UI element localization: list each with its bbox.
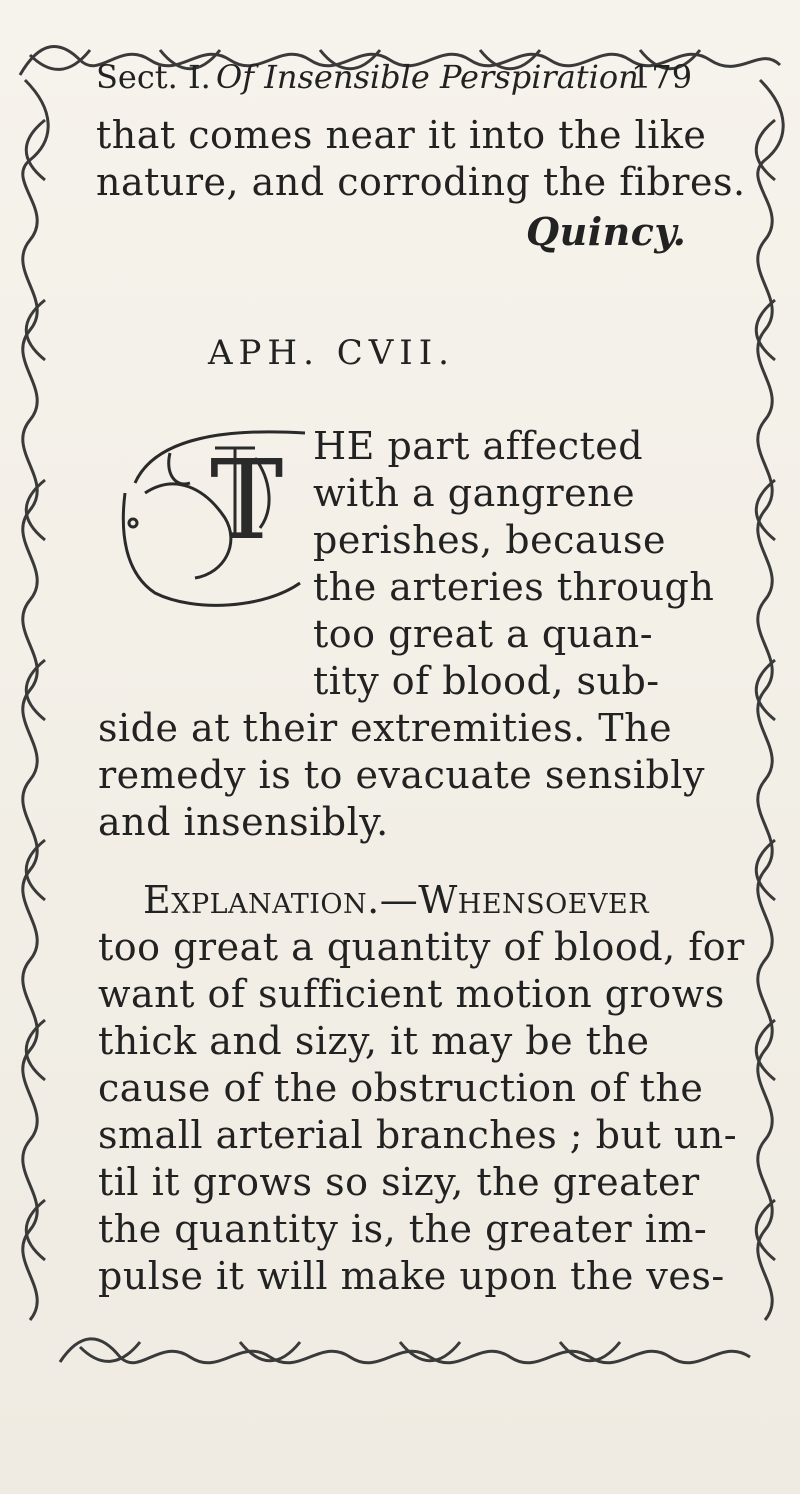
text-line: perishes, because: [313, 518, 666, 562]
text-line: too great a quan-: [313, 612, 654, 656]
text-line: pulse it will make upon the ves-: [98, 1254, 725, 1298]
text-line: small arterial branches ; but un-: [98, 1113, 738, 1157]
aphorism-heading: APH. CVII.: [208, 333, 455, 373]
ornamental-border-bottom: [0, 1322, 800, 1382]
attribution: Quincy.: [526, 209, 687, 254]
drop-cap-letter: T: [210, 436, 284, 564]
text-line: remedy is to evacuate sensibly: [98, 753, 705, 797]
text-line: with a gangrene: [313, 471, 636, 515]
text-line: HE part affected: [313, 424, 644, 468]
text-line: that comes near it into the like: [96, 113, 707, 157]
text-line: nature, and corroding the fibres.: [96, 160, 746, 204]
explanation-heading-line: Explanation.—Whensoever: [143, 878, 650, 922]
text-line: the arteries through: [313, 565, 715, 609]
running-header: [96, 52, 716, 102]
text-line: too great a quantity of blood, for: [98, 925, 745, 969]
text-line: and insensibly.: [98, 800, 389, 844]
text-line: the quantity is, the greater im-: [98, 1207, 708, 1251]
drop-cap-t: [115, 413, 325, 613]
text-line: side at their extremities. The: [98, 706, 673, 750]
ornamental-border-left: [0, 60, 70, 1350]
running-title: Of Insensible Perspiration: [216, 58, 639, 96]
text-line: want of sufficient motion grows: [98, 972, 725, 1016]
text-line: tity of blood, sub-: [313, 659, 660, 703]
page-number: 179: [631, 58, 693, 96]
text-line: til it grows so sizy, the greater: [98, 1160, 700, 1204]
text-line: cause of the obstruction of the: [98, 1066, 704, 1110]
section-label: Sect. I.: [96, 58, 211, 96]
text-line: thick and sizy, it may be the: [98, 1019, 650, 1063]
